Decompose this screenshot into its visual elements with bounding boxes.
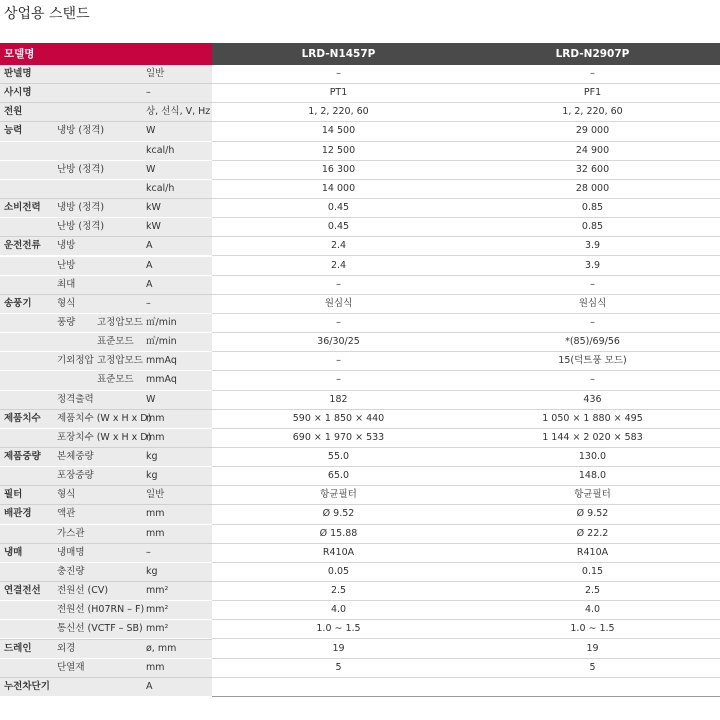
table-row	[0, 276, 720, 295]
model-2-value: 29 000	[465, 122, 720, 141]
model-1-value: 55.0	[212, 448, 465, 467]
mode-label: 고정압모드	[97, 316, 143, 328]
model-2-value: 28 000	[465, 180, 720, 199]
unit-label: kW	[146, 221, 161, 233]
unit-label: kcal/h	[146, 182, 175, 194]
table-row	[0, 391, 720, 410]
unit-label: mm²	[146, 623, 169, 635]
group-divider	[0, 447, 212, 448]
model-1-value: 1, 2, 220, 60	[212, 103, 465, 122]
row-label-cell	[0, 218, 212, 237]
model-2-value: 0.15	[465, 563, 720, 582]
model-2-value: 1 144 × 2 020 × 583	[465, 429, 720, 448]
model-1-value	[212, 678, 465, 697]
row-label-cell	[0, 371, 212, 390]
unit-label: 일반	[146, 68, 165, 79]
unit-label: –	[146, 297, 151, 309]
table-row	[0, 678, 720, 697]
model-header-bar	[212, 43, 720, 65]
group-divider	[0, 409, 212, 410]
model-1-value: 16 300	[212, 161, 465, 180]
table-row	[0, 448, 720, 467]
subcategory-label: 충진량	[57, 565, 85, 577]
subcategory-label: 최대	[57, 278, 76, 290]
table-row	[0, 314, 720, 333]
category-label: 제품치수	[4, 412, 41, 424]
unit-label: A	[146, 259, 153, 271]
table-row	[0, 640, 720, 659]
row-label-cell	[0, 429, 212, 448]
model-2-value: R410A	[465, 544, 720, 563]
table-row	[0, 295, 720, 314]
table-row	[0, 180, 720, 199]
row-label-cell	[0, 659, 212, 678]
row-label-cell	[0, 352, 212, 371]
model-1-value: 항균필터	[212, 486, 465, 505]
model-2-value: PF1	[465, 84, 720, 103]
unit-label: mm	[146, 661, 165, 673]
unit-label: mmAq	[146, 355, 177, 367]
unit-label: A	[146, 680, 153, 692]
row-label-cell	[0, 544, 212, 563]
table-row	[0, 563, 720, 582]
model-2-value: 24 900	[465, 142, 720, 161]
model-2-value: –	[465, 371, 720, 390]
table-row	[0, 333, 720, 352]
subcategory-label: 냉방	[57, 240, 76, 252]
row-label-cell	[0, 276, 212, 295]
model-1-value: 14 000	[212, 180, 465, 199]
unit-label: ø, mm	[146, 642, 177, 654]
subcategory-label: 기외정압	[57, 355, 94, 367]
row-label-cell	[0, 237, 212, 256]
category-label: 드레인	[4, 642, 32, 654]
mode-label: 표준모드	[97, 374, 134, 386]
unit-label: kW	[146, 202, 161, 214]
row-label-cell	[0, 410, 212, 429]
unit-label: mm	[146, 527, 165, 539]
model-2-value: –	[465, 314, 720, 333]
table-row	[0, 544, 720, 563]
group-divider	[0, 543, 212, 544]
table-row	[0, 582, 720, 601]
unit-label: 상, 선식, V, Hz	[146, 106, 211, 118]
table-row	[0, 371, 720, 390]
row-label-cell	[0, 486, 212, 505]
model-1-value: –	[212, 276, 465, 295]
table-bottom-rule	[212, 696, 720, 697]
row-label-cell	[0, 180, 212, 199]
subcategory-label: 정격출력	[57, 393, 94, 405]
table-row	[0, 467, 720, 486]
model-2-value: 항균필터	[465, 486, 720, 505]
unit-label: W	[146, 393, 156, 405]
model-2-value: 15(덕트풍 모드)	[465, 352, 720, 371]
unit-label: A	[146, 240, 153, 252]
model-2-value: 4.0	[465, 601, 720, 620]
row-label-cell	[0, 505, 212, 524]
table-header	[0, 43, 720, 65]
model-1-value: –	[212, 352, 465, 371]
model-1-value: 2.5	[212, 582, 465, 601]
model-1-value: 2.4	[212, 237, 465, 256]
group-divider	[0, 639, 212, 640]
model-label: 모델명	[0, 43, 212, 65]
model-2-value: 5	[465, 659, 720, 678]
category-label: 송풍기	[4, 297, 32, 309]
subcategory-label: 냉매명	[57, 546, 85, 558]
model-1-value: 36/30/25	[212, 333, 465, 352]
group-divider	[0, 236, 212, 237]
table-row	[0, 199, 720, 218]
model-1-value: 14 500	[212, 122, 465, 141]
unit-label: mmAq	[146, 374, 177, 386]
subcategory-label: 본체중량	[57, 451, 94, 462]
table-row	[0, 103, 720, 122]
unit-label: mm	[146, 431, 165, 443]
category-label: 배관경	[4, 508, 32, 520]
subcategory-label: 전원선 (H07RN – F)	[57, 604, 145, 616]
group-divider	[0, 198, 212, 199]
unit-label: W	[146, 163, 156, 175]
row-label-cell	[0, 582, 212, 601]
model-2-value	[465, 678, 720, 697]
subcategory-label: 난방 (정격)	[57, 221, 105, 233]
table-row	[0, 142, 720, 161]
model-1-value: 1.0 ∼ 1.5	[212, 620, 465, 639]
subcategory-label: 제품치수 (W x H x D)	[57, 412, 152, 424]
row-label-cell	[0, 620, 212, 639]
model-2-value: 436	[465, 391, 720, 410]
mode-label: 표준모드	[97, 336, 134, 348]
category-label: 능력	[4, 125, 23, 137]
group-divider	[0, 83, 212, 84]
model-1-value: –	[212, 371, 465, 390]
model-1-name: LRD-N1457P	[301, 48, 376, 60]
group-divider	[0, 581, 212, 582]
model-2-value: 3.9	[465, 237, 720, 256]
unit-label: kg	[146, 451, 158, 462]
model-2-value: 1.0 ∼ 1.5	[465, 620, 720, 639]
row-label-cell	[0, 65, 212, 84]
model-2-name: LRD-N2907P	[555, 48, 630, 60]
row-label-cell	[0, 563, 212, 582]
table-row	[0, 122, 720, 141]
table-row	[0, 486, 720, 505]
table-row	[0, 429, 720, 448]
mode-label: 고정압모드	[97, 355, 143, 367]
category-label: 누전차단기	[4, 680, 50, 692]
subcategory-label: 외경	[57, 642, 76, 654]
table-row	[0, 218, 720, 237]
table-row	[0, 352, 720, 371]
row-label-cell	[0, 525, 212, 544]
table-row	[0, 84, 720, 103]
model-2-value: *(85)/69/56	[465, 333, 720, 352]
table-row	[0, 505, 720, 524]
category-label: 운전전류	[4, 240, 41, 252]
unit-label: –	[146, 87, 151, 99]
row-label-cell	[0, 678, 212, 697]
group-divider	[0, 677, 212, 678]
model-1-value: 2.4	[212, 257, 465, 276]
model-2-value: –	[465, 65, 720, 84]
table-row	[0, 525, 720, 544]
subcategory-label: 풍량	[57, 316, 76, 328]
row-label-cell	[0, 161, 212, 180]
unit-label: A	[146, 278, 153, 290]
row-label-cell	[0, 467, 212, 486]
group-divider	[0, 294, 212, 295]
row-label-cell	[0, 142, 212, 161]
subcategory-label: 통신선 (VCTF – SB)	[57, 623, 143, 635]
model-1-value: 5	[212, 659, 465, 678]
model-2-value: 3.9	[465, 257, 720, 276]
row-label-cell	[0, 257, 212, 276]
model-2-value: 1 050 × 1 880 × 495	[465, 410, 720, 429]
unit-label: mm	[146, 508, 165, 520]
unit-label: 일반	[146, 489, 165, 501]
unit-label: ㎥/min	[146, 336, 177, 348]
subcategory-label: 단열재	[57, 661, 85, 673]
group-divider	[0, 102, 212, 103]
table-row	[0, 659, 720, 678]
subcategory-label: 가스관	[57, 527, 85, 539]
subcategory-label: 포장중량	[57, 470, 94, 482]
table-row	[0, 620, 720, 639]
subcategory-label: 난방	[57, 259, 76, 271]
model-2-value: 148.0	[465, 467, 720, 486]
category-label: 전원	[4, 106, 23, 118]
model-1-value: Ø 15.88	[212, 525, 465, 544]
model-2-value: 2.5	[465, 582, 720, 601]
table-row	[0, 65, 720, 84]
subcategory-label: 액관	[57, 508, 76, 520]
table-row	[0, 161, 720, 180]
category-label: 제품중량	[4, 451, 41, 462]
unit-label: mm²	[146, 585, 169, 597]
model-1-value: 0.45	[212, 199, 465, 218]
model-2-value: 1, 2, 220, 60	[465, 103, 720, 122]
model-1-value: 690 × 1 970 × 533	[212, 429, 465, 448]
page-title: 상업용 스탠드	[4, 6, 90, 22]
group-divider	[0, 121, 212, 122]
model-2-value: 32 600	[465, 161, 720, 180]
category-label: 냉매	[4, 546, 23, 558]
model-2-value: Ø 22.2	[465, 525, 720, 544]
row-label-cell	[0, 122, 212, 141]
model-1-value: 12 500	[212, 142, 465, 161]
category-label: 필터	[4, 489, 23, 501]
model-1-value: R410A	[212, 544, 465, 563]
subcategory-label: 형식	[57, 297, 76, 309]
category-label: 사시명	[4, 87, 32, 99]
subcategory-label: 냉방 (정격)	[57, 202, 105, 214]
model-1-value: Ø 9.52	[212, 505, 465, 524]
model-1-value: –	[212, 314, 465, 333]
model-2-value: 0.85	[465, 199, 720, 218]
model-2-value: Ø 9.52	[465, 505, 720, 524]
subcategory-label: 전원선 (CV)	[57, 585, 109, 597]
row-label-cell	[0, 333, 212, 352]
row-label-cell	[0, 199, 212, 218]
row-label-cell	[0, 295, 212, 314]
table-row	[0, 410, 720, 429]
unit-label: W	[146, 125, 156, 137]
category-label: 연결전선	[4, 585, 41, 597]
table-row	[0, 237, 720, 256]
model-1-value: 65.0	[212, 467, 465, 486]
subcategory-label: 형식	[57, 489, 76, 501]
row-label-cell	[0, 391, 212, 410]
unit-label: kcal/h	[146, 144, 175, 156]
model-1-value: 4.0	[212, 601, 465, 620]
subcategory-label: 난방 (정격)	[57, 163, 105, 175]
row-label-cell	[0, 103, 212, 122]
model-1-value: 590 × 1 850 × 440	[212, 410, 465, 429]
unit-label: mm	[146, 412, 165, 424]
model-2-value: 19	[465, 640, 720, 659]
model-1-value: –	[212, 65, 465, 84]
table-row	[0, 257, 720, 276]
group-divider	[0, 485, 212, 486]
row-label-cell	[0, 314, 212, 333]
unit-label: –	[146, 546, 151, 558]
unit-label: ㎥/min	[146, 316, 177, 328]
model-2-value: 0.85	[465, 218, 720, 237]
table-row	[0, 601, 720, 620]
category-label: 소비전력	[4, 202, 41, 214]
subcategory-label: 포장치수 (W x H x D)	[57, 431, 152, 443]
model-1-value: PT1	[212, 84, 465, 103]
unit-label: mm²	[146, 604, 169, 616]
row-label-cell	[0, 448, 212, 467]
model-1-value: 19	[212, 640, 465, 659]
subcategory-label: 냉방 (정격)	[57, 125, 105, 137]
model-2-value: –	[465, 276, 720, 295]
category-label: 판넬명	[4, 68, 32, 79]
unit-label: kg	[146, 470, 158, 482]
model-1-value: 0.05	[212, 563, 465, 582]
model-1-value: 원심식	[212, 295, 465, 314]
model-2-value: 원심식	[465, 295, 720, 314]
group-divider	[0, 504, 212, 505]
model-2-value: 130.0	[465, 448, 720, 467]
row-label-cell	[0, 84, 212, 103]
row-label-cell	[0, 640, 212, 659]
row-label-cell	[0, 601, 212, 620]
model-1-value: 182	[212, 391, 465, 410]
unit-label: kg	[146, 565, 158, 577]
model-1-value: 0.45	[212, 218, 465, 237]
